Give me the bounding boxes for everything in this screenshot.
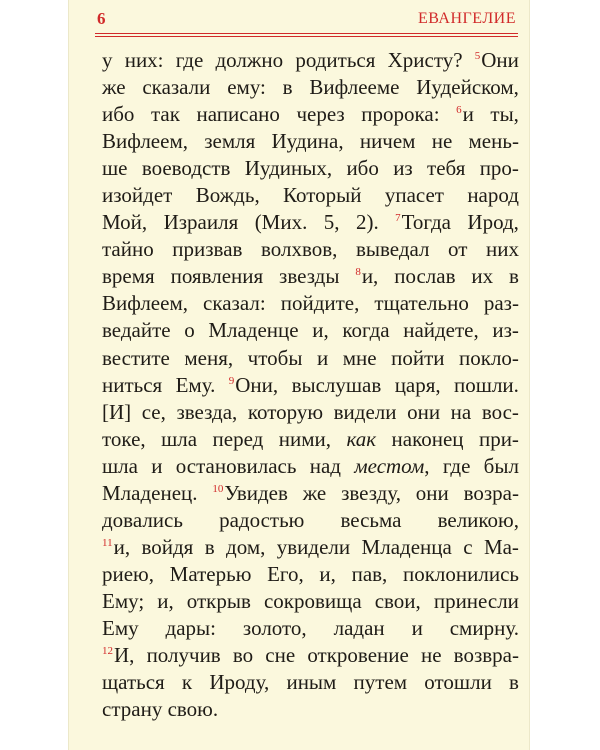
word: Иудина, [271, 129, 344, 154]
text-line [102, 128, 519, 155]
word: послав [394, 264, 456, 289]
word: сказали [142, 75, 211, 100]
verse-number: 6 [456, 104, 462, 117]
page-number: 6 [97, 9, 106, 28]
word: народ [467, 183, 519, 208]
word: они [407, 399, 441, 424]
word: где [442, 453, 471, 478]
word: звезду, [341, 480, 401, 505]
word: в [282, 75, 293, 100]
word: в [509, 264, 519, 289]
word: сокровища [263, 588, 362, 613]
verse-number: 12 [102, 645, 113, 658]
text-line [102, 588, 519, 615]
verse-number: 7 [395, 212, 401, 225]
word: Ему [102, 615, 139, 640]
word: видели [333, 399, 397, 424]
word: ведайте [102, 318, 171, 343]
word: и [411, 615, 423, 640]
word: мень- [468, 129, 519, 154]
text-line [102, 507, 519, 534]
word: Ему; [102, 588, 145, 613]
text-line [102, 561, 519, 588]
text-line [102, 345, 519, 372]
word: должно [215, 48, 284, 72]
word: тайно [102, 237, 154, 262]
word: свои, [374, 588, 421, 613]
word: войдя [141, 534, 194, 559]
word: (Мих. [254, 210, 308, 235]
running-header [95, 9, 518, 33]
text-line [102, 696, 519, 723]
word: пав, [351, 561, 388, 586]
word: путем [353, 670, 408, 695]
word: и, [157, 588, 174, 613]
word: написано [196, 102, 280, 127]
text-line [102, 209, 519, 236]
text-line [102, 317, 519, 344]
word: во [232, 643, 254, 668]
word: упасет [384, 183, 444, 208]
verse-number: 9 [228, 374, 235, 387]
word: $^9$Они, [228, 372, 279, 397]
word: изойдет [102, 183, 173, 208]
word: появления [170, 264, 264, 289]
word: Младенец. [102, 480, 198, 505]
word: ше [102, 156, 128, 181]
word: риею, [102, 561, 154, 586]
word: радостью [219, 507, 305, 532]
word: 2). [355, 210, 379, 235]
word: от [448, 237, 468, 262]
word: из [393, 156, 413, 181]
word: выведал [355, 237, 430, 262]
word: Иудейском, [416, 75, 519, 100]
word: $^{10}$Увидев [212, 480, 288, 505]
word: ниться [102, 372, 163, 397]
word: волхвов, [260, 237, 338, 262]
text-line [102, 236, 519, 263]
text-line [102, 372, 519, 399]
word: Вождь, [195, 183, 260, 208]
word: воеводств [141, 156, 231, 181]
word: Христу? [387, 48, 463, 72]
word: получив [146, 643, 221, 668]
text-line [102, 101, 519, 128]
word: шла [161, 426, 198, 451]
word: сне [265, 643, 296, 668]
word: их [471, 264, 494, 289]
word: и [151, 453, 163, 478]
word: не [420, 643, 442, 668]
word: $^7$Тогда [395, 210, 451, 235]
text-line [102, 615, 519, 642]
word: увидели [276, 534, 351, 559]
word: пророка: [361, 102, 440, 127]
word: Ма- [483, 534, 519, 559]
book-page [68, 0, 530, 750]
word: призвав [172, 237, 243, 262]
text-line [102, 47, 519, 74]
word: ладан [333, 615, 385, 640]
word: местом, [354, 453, 430, 478]
word: так [150, 102, 180, 127]
word: вос- [481, 399, 519, 424]
verse-number: 11 [102, 536, 113, 549]
word: открыв [186, 588, 251, 613]
word: ибо [102, 102, 135, 127]
word: над [309, 453, 341, 478]
word: земля [204, 129, 256, 154]
word: на [450, 399, 472, 424]
word: царя, [394, 372, 441, 397]
word: не [431, 129, 453, 154]
word: мне [342, 345, 377, 370]
word: Иудиных, [244, 156, 333, 181]
word: родиться [295, 48, 376, 72]
text-line [102, 426, 519, 453]
word: них [485, 237, 519, 262]
word: Младенце [208, 318, 299, 343]
text-line [102, 480, 519, 507]
text-line [102, 642, 519, 669]
word: страну [102, 697, 163, 722]
word: щаться [102, 670, 165, 695]
word: найдете, [403, 318, 479, 343]
word: возра- [463, 480, 519, 505]
word: они [415, 480, 449, 505]
word: к [181, 670, 193, 695]
text-line [102, 534, 519, 561]
word: Матерью [169, 561, 252, 586]
verse-number: 10 [212, 482, 224, 495]
word: дом, [226, 534, 266, 559]
word: Ему. [175, 372, 216, 397]
word: свою. [167, 697, 219, 722]
word: поклонились [402, 561, 519, 586]
word: ибо [346, 156, 379, 181]
word: наконец [391, 426, 464, 451]
word: когда [342, 318, 390, 343]
word: в [204, 534, 215, 559]
word: тебя [427, 156, 466, 181]
word: Младенца [361, 534, 452, 559]
word: ними, [278, 426, 332, 451]
word: звезда, [176, 399, 238, 424]
word: и [316, 345, 329, 370]
word: выслушав [291, 372, 382, 397]
text-line [102, 263, 519, 290]
text-line [102, 155, 519, 182]
word: и, [312, 318, 329, 343]
word: [И] [102, 399, 132, 424]
word: про- [479, 156, 519, 181]
word: перед [212, 426, 264, 451]
word: весьма [340, 507, 402, 532]
word: принесли [433, 588, 519, 613]
word: откровение [307, 643, 409, 668]
word: $^5$Они [474, 48, 519, 72]
word: с [463, 534, 473, 559]
word: Который [283, 183, 362, 208]
word: сказал: [203, 291, 266, 316]
word: у [102, 48, 113, 72]
word: где [175, 48, 204, 72]
word: ты, [490, 102, 519, 127]
word: возвра- [453, 643, 519, 668]
word: раз- [483, 291, 519, 316]
word: 5, [323, 210, 340, 235]
text-line [102, 669, 519, 696]
word: о [184, 318, 195, 343]
word: токе, [102, 426, 146, 451]
word: Израиля [163, 210, 239, 235]
word: чтобы [247, 345, 303, 370]
word: пошли. [454, 372, 519, 397]
word: иным [286, 670, 337, 695]
word: великою, [437, 507, 519, 532]
word: $^{11}$и, [102, 534, 131, 559]
word: пойти [391, 345, 445, 370]
text-line [102, 399, 519, 426]
book-title: ЕВАНГЕЛИЕ [417, 10, 516, 27]
word: время [102, 264, 155, 289]
word: $^{12}$И, [102, 643, 135, 668]
word: Мой, [102, 210, 148, 235]
word: дары: [165, 615, 216, 640]
word: них: [124, 48, 164, 72]
word: довались [102, 507, 183, 532]
word: ему: [227, 75, 266, 100]
word: меня, [184, 345, 234, 370]
word: отошли [424, 670, 492, 695]
word: был [483, 453, 519, 478]
text-line [102, 182, 519, 209]
word: ничем [359, 129, 416, 154]
word: Ирод, [467, 210, 519, 235]
word: же [302, 480, 327, 505]
word: Ироду, [209, 670, 270, 695]
word: как [346, 426, 377, 451]
text-line [102, 453, 519, 480]
word: золото, [242, 615, 307, 640]
word: покло- [459, 345, 519, 370]
word: пойдите, [280, 291, 360, 316]
word: в [509, 670, 519, 695]
verse-number: 8 [355, 266, 361, 279]
word: се, [141, 399, 166, 424]
word: $^8$и, [355, 264, 379, 289]
word: же [102, 75, 126, 100]
word: $^6$и [456, 102, 474, 127]
header-rule-bottom [95, 36, 518, 37]
word: тщательно [374, 291, 469, 316]
word: вестите [102, 345, 170, 370]
scripture-text [102, 47, 519, 723]
word: и, [319, 561, 336, 586]
header-rule-top [95, 33, 518, 34]
word: звезды [279, 264, 340, 289]
word: из- [492, 318, 519, 343]
word: Вифлеем, [102, 129, 188, 154]
word: шла [102, 453, 138, 478]
word: которую [247, 399, 324, 424]
word: через [296, 102, 345, 127]
word: остановилась [175, 453, 297, 478]
text-line [102, 290, 519, 317]
text-line [102, 74, 519, 101]
word: Его, [267, 561, 304, 586]
word: Вифлеем, [102, 291, 188, 316]
word: смирну. [449, 615, 519, 640]
word: Вифлееме [309, 75, 400, 100]
verse-number: 5 [474, 50, 481, 62]
word: при- [478, 426, 519, 451]
